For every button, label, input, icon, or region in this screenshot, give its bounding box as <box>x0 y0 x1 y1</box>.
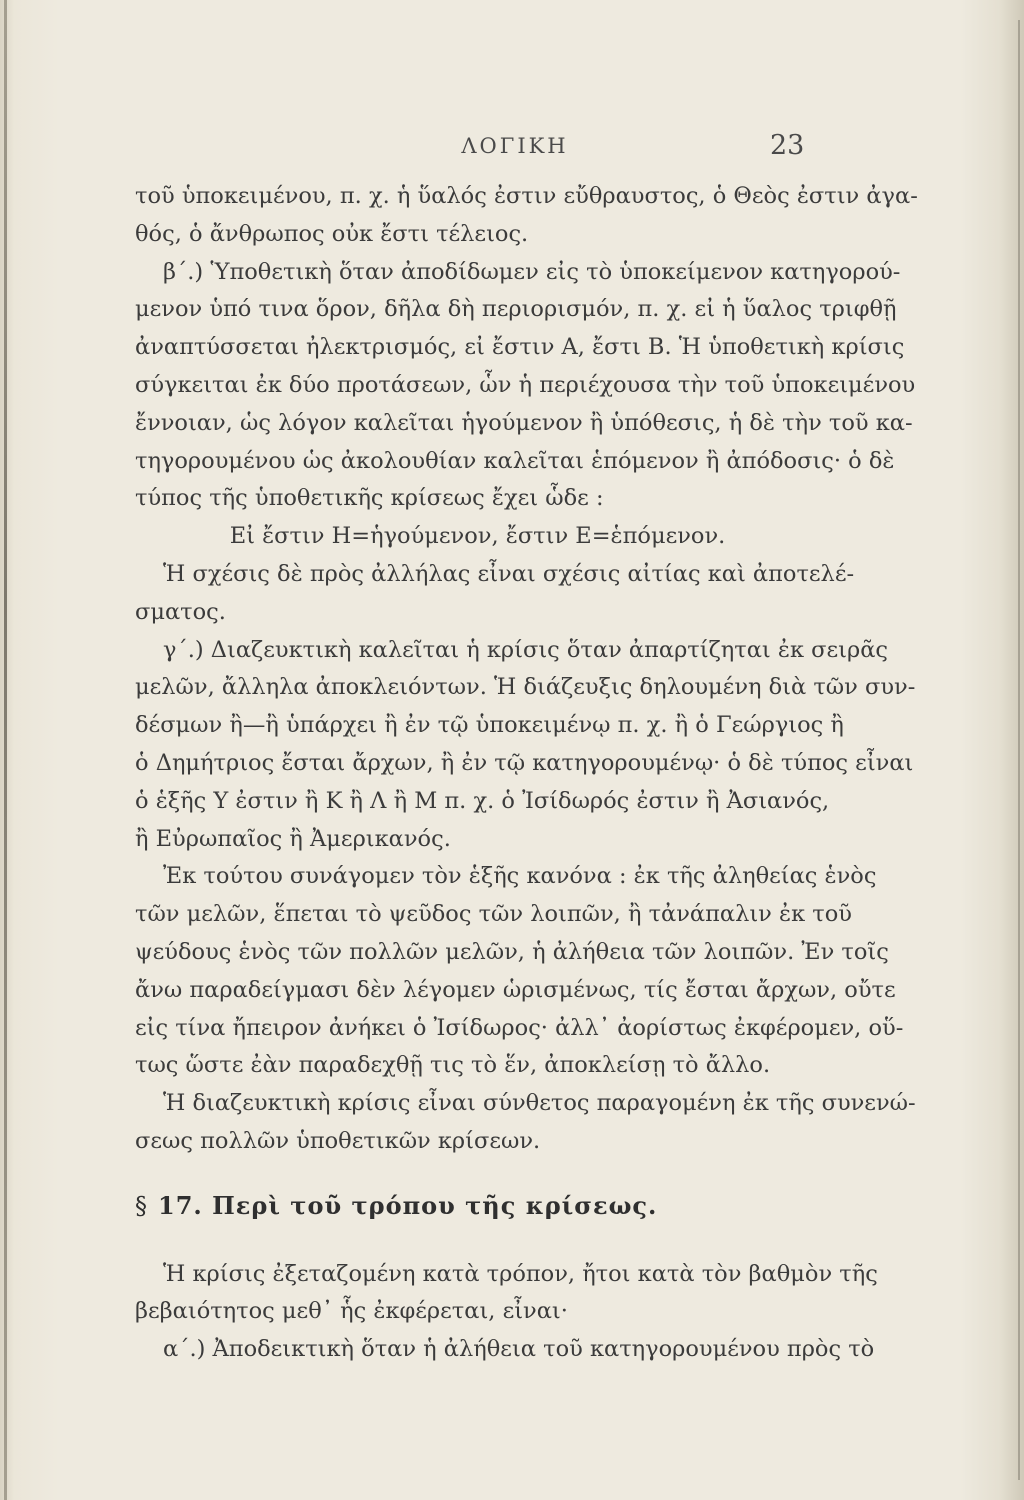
text-line: εἰς τίνα ἤπειρον ἀνήκει ὁ Ἰσίδωρος· ἀλλ᾽ ἀορίστως ἐκφέρομεν, οὕ- <box>135 1014 904 1041</box>
text-line: τύπος τῆς ὑποθετικῆς κρίσεως ἔχει ὧδε : <box>135 485 604 512</box>
text-line: σύγκειται ἐκ δύο προτάσεων, ὧν ἡ περιέχουσα τὴν τοῦ ὑποκειμένου <box>135 371 916 398</box>
text-line: μενον ὑπό τινα ὅρον, δῆλα δὴ περιορισμόν, π. χ. εἰ ἡ ὕαλος τριφθῇ <box>135 296 897 323</box>
body-text <box>135 178 918 1369</box>
text-line: ἔννοιαν, ὡς λόγον καλεῖται ἡγούμενον ἢ ὑπόθεσις, ἡ δὲ τὴν τοῦ κα- <box>135 409 913 436</box>
text-line: ἄνω παραδείγμασι δὲν λέγομεν ὡρισμένως, τίς ἔσται ἄρχων, οὔτε <box>135 976 896 1003</box>
running-title: ΛΟΓΙΚΗ <box>461 134 569 158</box>
text-line: βεβαιότητος μεθ᾽ ἧς ἐκφέρεται, εἶναι· <box>135 1298 568 1325</box>
page-header <box>0 130 1024 170</box>
page-number: 23 <box>770 130 805 161</box>
text-line: Ἡ σχέσις δὲ πρὸς ἀλλήλας εἶναι σχέσις αἰτίας καὶ ἀποτελέ- <box>163 560 855 587</box>
text-line: ὁ Δημήτριος ἔσται ἄρχων, ἢ ἐν τῷ κατηγορουμένῳ· ὁ δὲ τύπος εἶναι <box>135 749 914 776</box>
formula-line: Εἰ ἔστιν Η=ἡγούμενον, ἔστιν Ε=ἑπόμενον. <box>229 523 726 550</box>
text-line: ψεύδους ἑνὸς τῶν πολλῶν μελῶν, ἡ ἀλήθεια τῶν λοιπῶν. Ἐν τοῖς <box>135 938 889 965</box>
section-mark: § <box>135 1191 148 1220</box>
text-line: ὁ ἑξῆς Υ ἐστιν ἢ Κ ἢ Λ ἢ Μ π. χ. ὁ Ἰσίδωρός ἐστιν ἢ Ἀσιανός, <box>135 787 830 814</box>
text-line: ἀναπτύσσεται ἠλεκτρισμός, εἰ ἔστιν Α, ἔστι Β. Ἡ ὑποθετικὴ κρίσις <box>135 334 905 361</box>
text-line: ἢ Εὐρωπαῖος ἢ Ἀμερικανός. <box>135 825 451 852</box>
text-line: τηγορουμένου ὡς ἀκολουθίαν καλεῖται ἑπόμενον ἢ ἀπόδοσις· ὁ δὲ <box>135 447 895 474</box>
text-line: μελῶν, ἄλληλα ἀποκλειόντων. Ἡ διάζευξις δηλουμένη διὰ τῶν συν- <box>135 674 916 701</box>
text-line: Ἡ διαζευκτικὴ κρίσις εἶναι σύνθετος παραγομένη ἐκ τῆς συνενώ- <box>163 1090 916 1117</box>
page-right-edge <box>1018 20 1020 1480</box>
text-line: α΄.) Ἀποδεικτικὴ ὅταν ἡ ἀλήθεια τοῦ κατηγορουμένου πρὸς τὸ <box>163 1336 875 1363</box>
text-line: δέσμων ἢ—ἢ ὑπάρχει ἢ ἐν τῷ ὑποκειμένῳ π. χ. ἢ ὁ Γεώργιος ἢ <box>135 712 844 739</box>
text-line: Ἐκ τούτου συνάγομεν τὸν ἑξῆς κανόνα : ἐκ τῆς ἀληθείας ἑνὸς <box>163 863 877 890</box>
text-line: σεως πολλῶν ὑποθετικῶν κρίσεων. <box>135 1127 541 1154</box>
section-heading-text: 17. Περὶ τοῦ τρόπου τῆς κρίσεως. <box>158 1190 658 1220</box>
text-line: τως ὥστε ἐὰν παραδεχθῇ τις τὸ ἕν, ἀποκλείσῃ τὸ ἄλλο. <box>135 1052 771 1079</box>
section-heading <box>135 1187 820 1226</box>
text-line: γ΄.) Διαζευκτικὴ καλεῖται ἡ κρίσις ὅταν ἀπαρτίζηται ἐκ σειρᾶς <box>163 636 889 663</box>
text-line: θός, ὁ ἄνθρωπος οὐκ ἔστι τέλειος. <box>135 220 529 247</box>
text-line: Ἡ κρίσις ἐξεταζομένη κατὰ τρόπον, ἤτοι κατὰ τὸν βαθμὸν τῆς <box>163 1260 878 1287</box>
text-line: τῶν μελῶν, ἕπεται τὸ ψεῦδος τῶν λοιπῶν, ἢ τἀνάπαλιν ἐκ τοῦ <box>135 901 852 928</box>
text-line: σματος. <box>135 598 226 625</box>
text-line: τοῦ ὑποκειμένου, π. χ. ἡ ὕαλός ἐστιν εὔθραυστος, ὁ Θεὸς ἐστιν ἀγα- <box>135 183 918 209</box>
text-line: β΄.) Ὑποθετικὴ ὅταν ἀποδίδωμεν εἰς τὸ ὑποκείμενον κατηγορού- <box>163 258 901 285</box>
page-binding-edge <box>4 0 7 1500</box>
